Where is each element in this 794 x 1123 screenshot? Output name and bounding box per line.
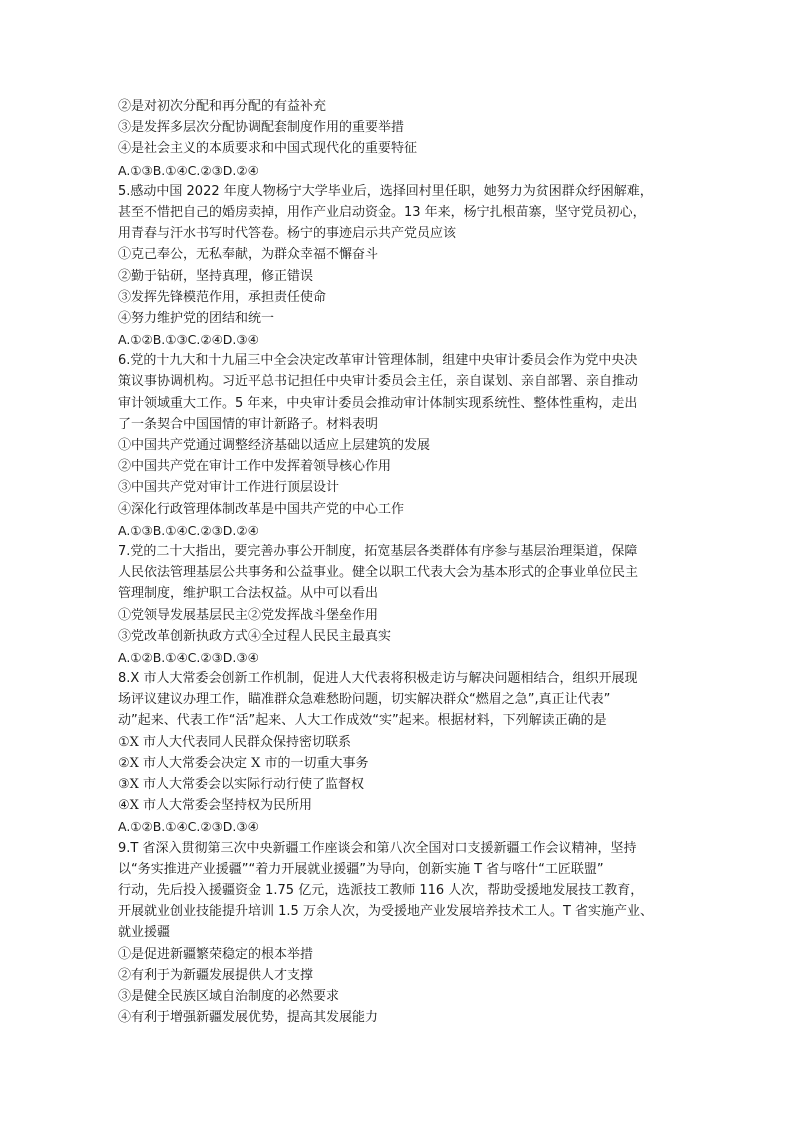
question-stem-line: 甚至不惜把自己的婚房卖掉，用作产业启动资金。13 年来，杨宁扎根苗寨，坚守党员初心， [118,204,646,220]
statement: ③是发挥多层次分配协调配套制度作用的重要举措 [118,120,405,136]
statement: ③党改革创新执政方式④全过程人民民主最真实 [118,628,392,644]
statement: ④X 市人大常委会坚持权为民所用 [118,798,313,814]
statement: ③是健全民族区域自治制度的必然要求 [118,988,340,1004]
statement: ①中国共产党通过调整经济基础以适应上层建筑的发展 [118,438,431,453]
statement: ②有利于为新疆发展提供人才支撑 [118,967,314,983]
statement: ②勤于钻研，坚持真理，修正错误 [118,268,314,284]
question-stem-line: 9.T 省深入贯彻第三次中央新疆工作座谈会和第八次全国对口支援新疆工作会议精神，坚持 [118,840,637,856]
statement: ②是对初次分配和再分配的有益补充 [118,99,327,114]
question-stem-line: 以“务实推进产业援疆”“着力开展就业援疆”为导向，创新实施 T 省与喀什“工匠联盟” [118,861,604,877]
question-5 [118,181,686,351]
question-stem-line: 8.X 市人大常委会创新工作机制，促进人大代表将积极走访与解决问题相结合，组织开展现 [118,671,638,687]
answer-options: A.①②B.①③C.②④D.③④ [118,332,259,348]
statement: ①X 市人大代表同人民群众保持密切联系 [118,734,352,750]
question-content [118,96,686,1028]
question-stem-line: 行动，先后投入援疆资金 1.75 亿元，选派技工教师 116 人次，帮助受援地发展技工教育， [118,882,644,898]
question-stem-line: 策议事协调机构。习近平总书记担任中央审计委员会主任，亲自谋划、亲自部署、亲自推动 [118,374,639,390]
statement: ④努力维护党的团结和统一 [118,310,275,326]
statement: ③发挥先锋模范作用，承担责任使命 [118,289,327,305]
question-stem-line: 了一条契合中国国情的审计新路子。材料表明 [118,416,379,432]
question-stem-line: 就业援疆 [118,925,171,941]
question-stem-line: 管理制度，维护职工合法权益。从中可以看出 [118,586,379,602]
question-stem-line: 人民依法管理基层公共事务和公益事业。健全以职工代表大会为基本形式的企事业单位民主 [118,565,639,581]
question-stem-line: 6.党的十九大和十九届三中全会决定改革审计管理体制，组建中央审计委员会作为党中央决 [118,353,638,369]
question-stem-line: 场评议建议办理工作，瞄准群众急难愁盼问题，切实解决群众“燃眉之急”,真正让代表” [118,692,611,708]
question-8 [118,668,686,838]
statement: ④深化行政管理体制改革是中国共产党的中心工作 [118,501,405,517]
answer-options: A.①②B.①④C.②③D.③④ [118,819,259,835]
question-stem-line: 开展就业创业技能提升培训 1.5 万余人次，为受援地产业发展培养技术工人。T 省实施产业、 [118,904,654,920]
question-stem-line: 5.感动中国 2022 年度人物杨宁大学毕业后，选择回村里任职，她努力为贫困群众纾困解难， [118,183,653,199]
answer-options: A.①③B.①④C.②③D.②④ [118,522,259,538]
answer-options: A.①③B.①④C.②③D.②④ [118,162,259,178]
statement: ①克己奉公，无私奉献，为群众幸福不懈奋斗 [118,247,379,263]
statement: ①党领导发展基层民主②党发挥战斗堡垒作用 [118,607,379,623]
statement: ②X 市人大常委会决定 X 市的一切重大事务 [118,755,369,771]
question-stem-line: 用青春与汗水书写时代答卷。杨宁的事迹启示共产党员应该 [118,226,457,242]
statement: ①是促进新疆繁荣稳定的根本举措 [118,946,314,962]
statement: ②中国共产党在审计工作中发挥着领导核心作用 [118,459,392,475]
question-stem-line: 7.党的二十大指出，要完善办事公开制度，拓宽基层各类群体有序参与基层治理渠道，保障 [118,543,638,559]
answer-options: A.①②B.①④C.②③D.③④ [118,649,259,665]
statement: ④有利于增强新疆发展优势，提高其发展能力 [118,1010,379,1026]
question-9 [118,838,686,1029]
statement: ③X 市人大常委会以实际行动行使了监督权 [118,777,365,792]
question-stem-line: 动”起来、代表工作“活”起来、人大工作成效“实”起来。根据材料，下列解读正确的是 [118,713,607,729]
question-stem-line: 审计领域重大工作。5 年来，中央审计委员会推动审计体制实现系统性、整体性重构，走出 [118,395,638,411]
question-6 [118,350,686,541]
question-4-continuation [118,96,686,181]
question-7 [118,541,686,668]
statement: ③中国共产党对审计工作进行顶层设计 [118,480,340,496]
statement: ④是社会主义的本质要求和中国式现代化的重要特征 [118,141,418,157]
